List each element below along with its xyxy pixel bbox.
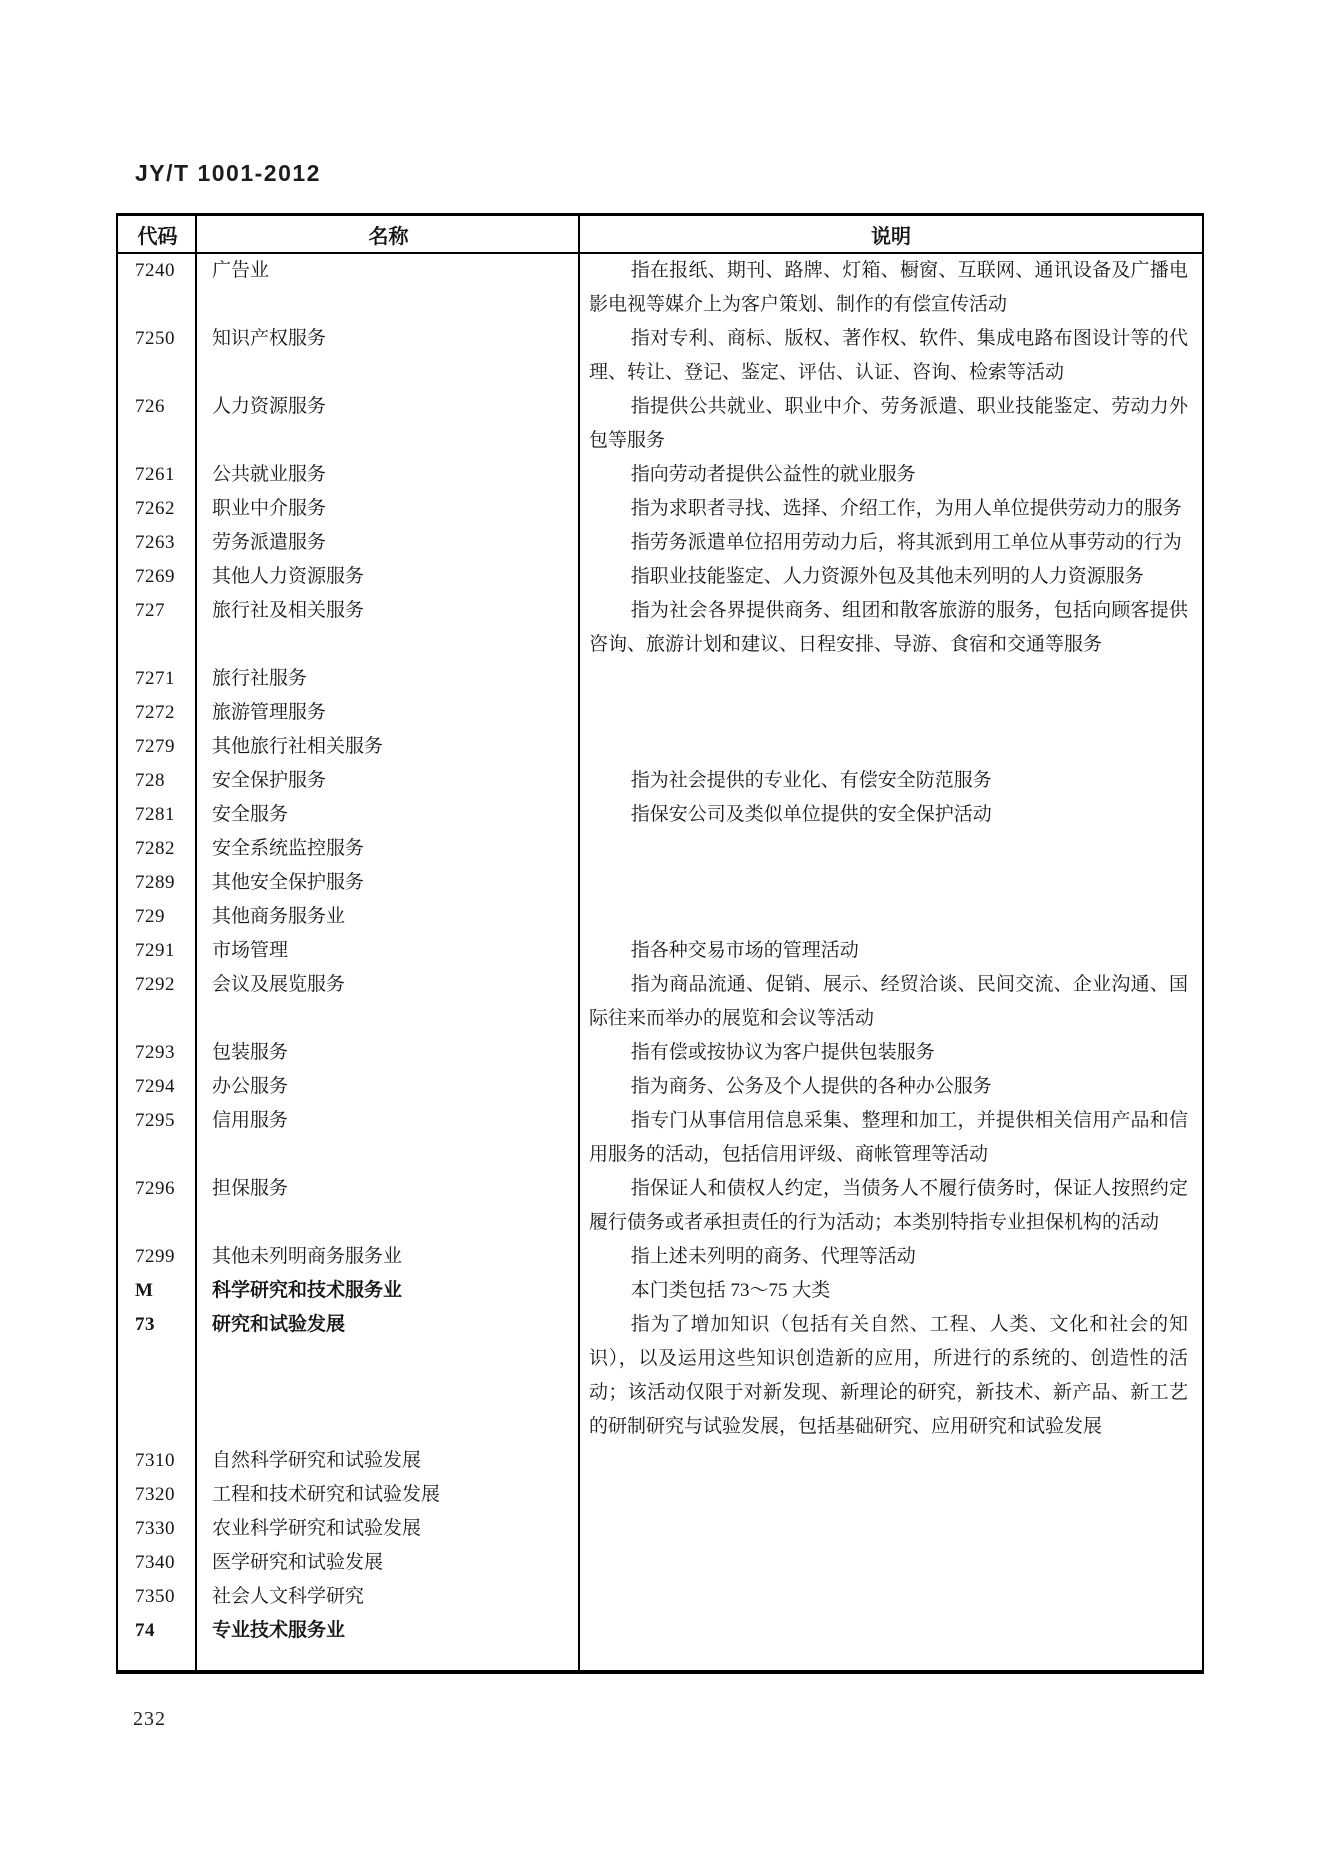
row-name: 其他人力资源服务	[212, 566, 365, 587]
row-code: 7240	[135, 260, 175, 281]
table-row	[118, 390, 1202, 458]
column-divider	[195, 216, 197, 1670]
row-code: 7299	[135, 1246, 175, 1267]
row-desc: 指在报纸、期刊、路牌、灯箱、橱窗、互联网、通讯设备及广播电影电视等媒介上为客户策划、制作的有偿宣传活动	[589, 260, 1188, 315]
row-name: 科学研究和技术服务业	[212, 1280, 403, 1301]
row-code: 7293	[135, 1042, 175, 1063]
table-row	[118, 560, 1202, 594]
row-desc: 指为商务、公务及个人提供的各种办公服务	[630, 1076, 992, 1097]
row-name: 社会人文科学研究	[212, 1586, 365, 1607]
table-row	[118, 492, 1202, 526]
row-code: 7292	[135, 974, 175, 995]
table-row	[118, 526, 1202, 560]
table-row	[118, 1512, 1202, 1546]
table-row	[118, 662, 1202, 696]
row-name: 劳务派遣服务	[212, 532, 327, 553]
row-name: 旅游管理服务	[212, 702, 327, 723]
table-row	[118, 832, 1202, 866]
doc-number: JY/T 1001-2012	[135, 160, 321, 186]
row-code: 7261	[135, 464, 175, 485]
row-code: 7296	[135, 1178, 175, 1199]
row-code: 729	[135, 906, 165, 927]
header-name: 名称	[368, 225, 409, 248]
row-desc: 指为求职者寻找、选择、介绍工作，为用人单位提供劳动力的服务	[630, 498, 1182, 519]
row-desc: 指为了增加知识（包括有关自然、工程、人类、文化和社会的知识），以及运用这些知识创造新的应用，所进行的系统的、创造性的活动；该活动仅限于对新发现、新理论的研究，新技术、新产品、新工艺的研制研究与试验发展，包括基础研究、应用研究和试验发展	[589, 1314, 1188, 1437]
table-row	[118, 1274, 1202, 1308]
row-code: M	[135, 1280, 154, 1301]
row-name: 信用服务	[212, 1110, 289, 1131]
row-code: 73	[135, 1314, 155, 1335]
row-desc: 指提供公共就业、职业中介、劳务派遣、职业技能鉴定、劳动力外包等服务	[589, 396, 1188, 451]
table-row	[118, 764, 1202, 798]
row-desc: 指保证人和债权人约定，当债务人不履行债务时，保证人按照约定履行债务或者承担责任的行为活动；本类别特指专业担保机构的活动	[589, 1178, 1188, 1233]
row-name: 工程和技术研究和试验发展	[212, 1484, 441, 1505]
row-code: 7289	[135, 872, 175, 893]
row-desc: 指上述未列明的商务、代理等活动	[630, 1246, 916, 1267]
row-name: 农业科学研究和试验发展	[212, 1518, 422, 1539]
row-name: 知识产权服务	[212, 328, 327, 349]
table-row	[118, 1546, 1202, 1580]
table-row	[118, 1036, 1202, 1070]
row-desc: 指有偿或按协议为客户提供包装服务	[630, 1042, 935, 1063]
row-code: 727	[135, 600, 165, 621]
row-desc: 指向劳动者提供公益性的就业服务	[630, 464, 916, 485]
row-name: 其他未列明商务服务业	[212, 1246, 403, 1267]
table-row	[118, 1172, 1202, 1240]
row-code: 7310	[135, 1450, 175, 1471]
table-body	[118, 254, 1202, 1670]
row-name: 安全系统监控服务	[212, 838, 365, 859]
row-name: 安全服务	[212, 804, 289, 825]
row-name: 会议及展览服务	[212, 974, 346, 995]
table-row	[118, 798, 1202, 832]
row-name: 其他安全保护服务	[212, 872, 365, 893]
row-desc: 指职业技能鉴定、人力资源外包及其他未列明的人力资源服务	[630, 566, 1144, 587]
row-name: 旅行社服务	[212, 668, 308, 689]
table-row	[118, 1240, 1202, 1274]
row-code: 726	[135, 396, 165, 417]
classification-table	[116, 213, 1204, 1674]
row-name: 旅行社及相关服务	[212, 600, 365, 621]
table-row	[118, 968, 1202, 1036]
table-row	[118, 458, 1202, 492]
row-name: 专业技术服务业	[212, 1620, 346, 1641]
header-desc: 说明	[871, 225, 911, 248]
row-code: 7279	[135, 736, 175, 757]
row-desc: 指对专利、商标、版权、著作权、软件、集成电路布图设计等的代理、转让、登记、鉴定、评估、认证、咨询、检索等活动	[589, 328, 1188, 383]
page-number: 232	[133, 1708, 166, 1730]
row-code: 7340	[135, 1552, 175, 1573]
row-code: 7282	[135, 838, 175, 859]
table-row	[118, 1308, 1202, 1444]
row-code: 7320	[135, 1484, 175, 1505]
row-code: 7263	[135, 532, 175, 553]
row-desc: 指为社会各界提供商务、组团和散客旅游的服务，包括向顾客提供咨询、旅游计划和建议、日程安排、导游、食宿和交通等服务	[589, 600, 1188, 655]
table-row	[118, 934, 1202, 968]
row-name: 广告业	[212, 260, 270, 281]
row-desc: 指为商品流通、促销、展示、经贸洽谈、民间交流、企业沟通、国际往来而举办的展览和会议等活动	[589, 974, 1188, 1029]
column-divider	[578, 216, 580, 1670]
table-row	[118, 1104, 1202, 1172]
table-row	[118, 254, 1202, 322]
row-code: 7269	[135, 566, 175, 587]
row-name: 其他旅行社相关服务	[212, 736, 384, 757]
table-row	[118, 1444, 1202, 1478]
row-desc: 指劳务派遣单位招用劳动力后，将其派到用工单位从事劳动的行为	[630, 532, 1182, 553]
row-name: 研究和试验发展	[212, 1314, 346, 1335]
row-code: 7350	[135, 1586, 175, 1607]
row-code: 7294	[135, 1076, 175, 1097]
table-row	[118, 594, 1202, 662]
header-code: 代码	[137, 225, 178, 248]
row-code: 7295	[135, 1110, 175, 1131]
row-desc: 指为社会提供的专业化、有偿安全防范服务	[630, 770, 992, 791]
row-code: 7271	[135, 668, 175, 689]
table-row	[118, 1614, 1202, 1648]
row-code: 728	[135, 770, 165, 791]
row-name: 人力资源服务	[212, 396, 327, 417]
row-code: 74	[135, 1620, 155, 1641]
row-desc: 本门类包括 73～75 大类	[630, 1280, 831, 1301]
row-name: 医学研究和试验发展	[212, 1552, 384, 1573]
table-header-row	[118, 216, 1202, 254]
row-name: 市场管理	[212, 940, 289, 961]
table-row	[118, 866, 1202, 900]
row-code: 7272	[135, 702, 175, 723]
row-desc: 指专门从事信用信息采集、整理和加工，并提供相关信用产品和信用服务的活动，包括信用评级、商帐管理等活动	[589, 1110, 1188, 1165]
row-code: 7281	[135, 804, 175, 825]
row-code: 7291	[135, 940, 175, 961]
row-name: 其他商务服务业	[212, 906, 346, 927]
row-code: 7250	[135, 328, 175, 349]
row-name: 职业中介服务	[212, 498, 327, 519]
row-desc: 指保安公司及类似单位提供的安全保护活动	[630, 804, 992, 825]
table-row	[118, 1478, 1202, 1512]
row-name: 担保服务	[212, 1178, 289, 1199]
table-row	[118, 696, 1202, 730]
row-name: 自然科学研究和试验发展	[212, 1450, 422, 1471]
table-row	[118, 322, 1202, 390]
table-row	[118, 730, 1202, 764]
row-name: 包装服务	[212, 1042, 289, 1063]
table-row	[118, 900, 1202, 934]
table-row	[118, 1580, 1202, 1614]
row-name: 公共就业服务	[212, 464, 327, 485]
row-name: 办公服务	[212, 1076, 289, 1097]
row-code: 7262	[135, 498, 175, 519]
row-name: 安全保护服务	[212, 770, 327, 791]
table-row	[118, 1070, 1202, 1104]
row-code: 7330	[135, 1518, 175, 1539]
row-desc: 指各种交易市场的管理活动	[630, 940, 859, 961]
